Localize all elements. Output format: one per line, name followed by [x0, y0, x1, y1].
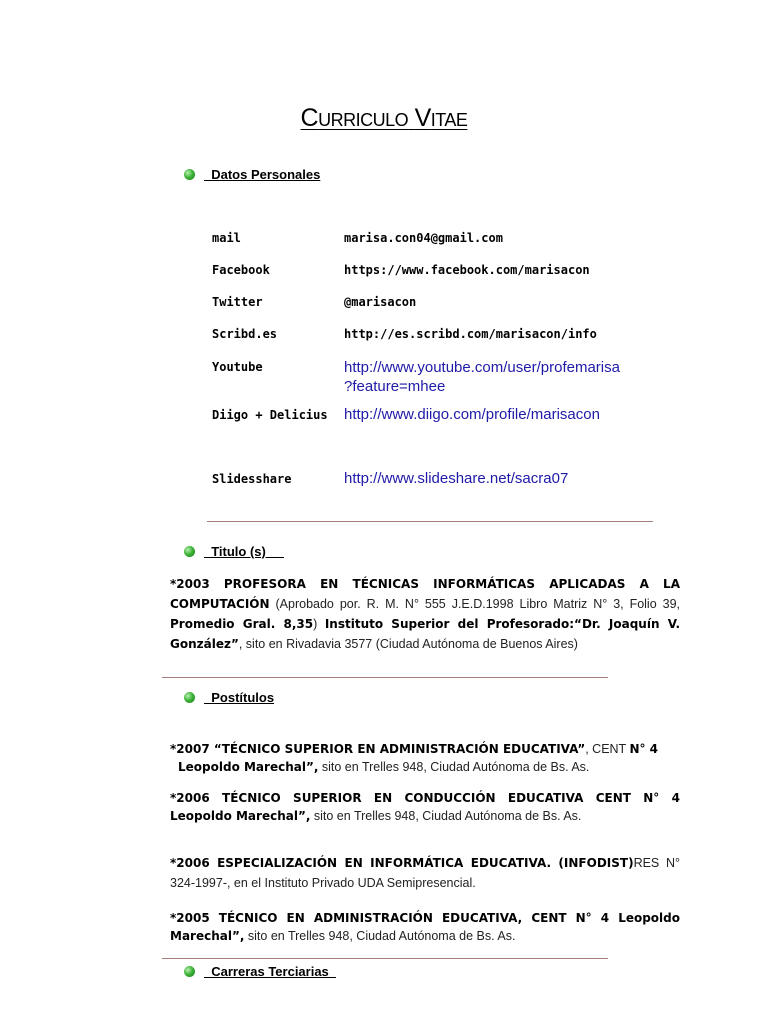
postitulo-title: *2005 TÉCNICO EN ADMINISTRACIÓN EDUCATIVA, CENT N° 4 Leopoldo Marechal”,: [170, 911, 680, 943]
title-initial-2: V: [414, 104, 431, 132]
postitulo-details: RES N° 324-1997-, en el Instituto Privado UDA Semipresencial.: [170, 856, 680, 890]
postitulo-item: [170, 909, 680, 945]
titulo-address: , sito en Rivadavia 3577 (Ciudad Autónoma de Buenos Aires): [238, 637, 578, 651]
postitulo-institute: Leopoldo Marechal”,: [178, 760, 319, 774]
postitulo-item: [170, 740, 680, 776]
titulo-paren: ): [313, 617, 325, 631]
titulo-approval: (Aprobado por. R. M. N° 555 J.E.D.1998 Libro Matriz N° 3, Folio 39,: [269, 597, 680, 611]
postitulo-number: N° 4: [629, 742, 659, 756]
green-bullet-icon: [184, 169, 195, 180]
titulo-paragraph: [170, 574, 680, 654]
contact-link-slideshare[interactable]: http://www.slideshare.net/sacra07: [344, 470, 569, 487]
titulo-degree: *2003 PROFESORA EN TÉCNICAS INFORMÁTICAS APLICADAS A LA COMPUTACIÓN: [170, 577, 680, 611]
contact-link-diigo[interactable]: http://www.diigo.com/profile/marisacon: [344, 406, 600, 423]
section-carreras: [184, 964, 336, 979]
section-heading-datos: Datos Personales: [204, 167, 321, 182]
postitulo-cent: , CENT: [585, 742, 630, 756]
contact-label-facebook: Facebook: [212, 263, 270, 277]
titulo-average: Promedio Gral. 8,35: [170, 617, 314, 631]
postitulo-item: [170, 853, 680, 893]
contact-label-scribd: Scribd.es: [212, 327, 278, 341]
page-title: [0, 104, 768, 133]
contact-value-mail[interactable]: marisa.con04@gmail.com: [344, 231, 503, 245]
contact-value-scribd[interactable]: http://es.scribd.com/marisacon/info: [344, 327, 597, 341]
green-bullet-icon: [184, 692, 195, 703]
section-heading-titulo: Titulo (s): [204, 544, 284, 559]
postitulo-title: *2007 “TÉCNICO SUPERIOR EN ADMINISTRACIÓN EDUCATIVA”: [170, 742, 586, 756]
contact-value-facebook[interactable]: https://www.facebook.com/marisacon: [344, 263, 590, 277]
section-datos-personales: [184, 167, 320, 182]
postitulo-address: sito en Trelles 948, Ciudad Autónoma de Bs. As.: [310, 809, 582, 823]
title-word-1: URRICULO: [318, 110, 409, 130]
postitulo-title: *2006 TÉCNICO SUPERIOR EN CONDUCCIÓN EDUCATIVA CENT N° 4 Leopoldo Marechal”,: [170, 791, 680, 823]
divider: [162, 958, 608, 959]
divider: [162, 677, 608, 678]
contact-label-slideshare: Slidesshare: [212, 472, 292, 486]
youtube-link-line-2[interactable]: ?feature=mhee: [344, 378, 446, 395]
section-postitulos: [184, 690, 274, 705]
contact-value-twitter[interactable]: @marisacon: [344, 295, 417, 309]
postitulo-address: sito en Trelles 948, Ciudad Autónoma de Bs. As.: [318, 760, 590, 774]
postitulo-address: sito en Trelles 948, Ciudad Autónoma de Bs. As.: [244, 929, 516, 943]
divider: [207, 521, 653, 522]
title-word-2: ITAE: [430, 110, 468, 130]
contact-label-mail: mail: [212, 231, 241, 245]
titulo-institute: Instituto Superior del Profesorado:“Dr. Joaquín V. González”: [170, 617, 680, 651]
postitulo-item: [170, 789, 680, 825]
green-bullet-icon: [184, 546, 195, 557]
contact-label-youtube: Youtube: [212, 360, 263, 374]
contact-link-youtube[interactable]: [344, 358, 620, 396]
section-heading-carreras: Carreras Terciarias: [204, 964, 337, 979]
section-heading-postitulos: Postítulos: [204, 690, 275, 705]
green-bullet-icon: [184, 966, 195, 977]
contact-label-twitter: Twitter: [212, 295, 263, 309]
postitulo-title: *2006 ESPECIALIZACIÓN EN INFORMÁTICA EDUCATIVA. (INFODIST): [170, 856, 634, 870]
youtube-link-line-1[interactable]: http://www.youtube.com/user/profemarisa: [344, 359, 620, 376]
contact-label-diigo: Diigo + Delicius: [212, 408, 328, 422]
title-initial-1: C: [300, 104, 319, 132]
section-titulo: [184, 544, 284, 559]
